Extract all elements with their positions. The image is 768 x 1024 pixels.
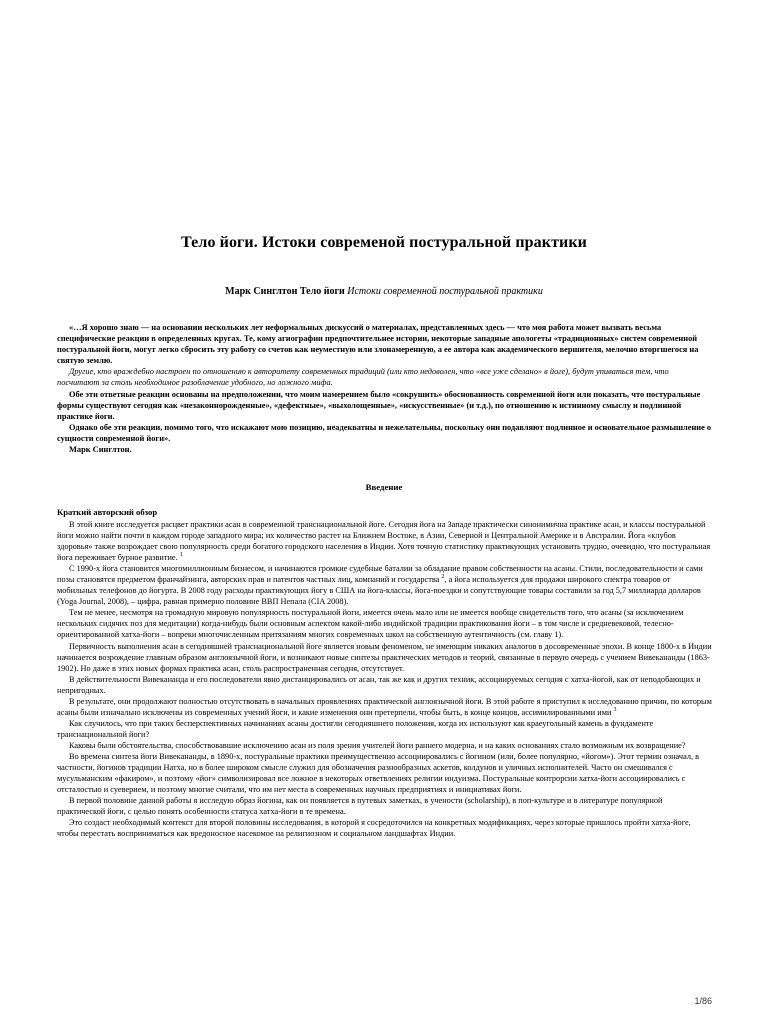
body-paragraph: Это создаст необходимый контекст для второй половины исследования, в которой я сосредоточился на конкретных модификациях, через которые пришлось пройти хатха-йоге, чтобы перестать восприниматься как вредоносное насекомое на религиозном и социальном ландшафтах Индии. <box>57 818 691 839</box>
abstract-paragraph: Обе эти ответные реакции основаны на предположении, что моим намерением было «сокрушить» обоснованность современной йоги или показать, что постуральные формы существуют сегодня как «незаконнорожденные», «дефектные», «выхолощенные», «искусственные» (и т.д.), по отношению к истинному смыслу и подлинной практике йоги. <box>57 389 701 421</box>
abstract-paragraph: «…Я хорошо знаю — на основании нескольких лет неформальных дискуссий о материалах, представленных здесь — что моя работа может вызвать весьма специфические реакции в определенных кругах. Те, кому агиографии предпочтительнее истории, некоторые западные апологеты «традиционных» систем современной постуральной йоги, могут легко сбросить эту работу со счетов как неуместную или злонамеренную, а ее автора как академического вершителя, мелочно вторгшегося на святую землю. <box>57 323 699 366</box>
body-paragraph: В первой половине данной работы я исследую образ йогина, как он появляется в путевых заметках, в учености (scholarship), в поп-культуре и в литературе популярной практической йоги, с целью понять особенности статуса хатха-йоги в те времена. <box>57 796 663 817</box>
abstract-paragraph: Другие, кто враждебно настроен по отношению к авторитету современных традиций (или кто недоволен, что «все уже сделано» в йоге), будут упиваться тем, что посчитают за столь необходимое разоблачение удобного, но ложного мифа. <box>57 367 669 388</box>
body-paragraph: Как случилось, что при таких бесперспективных начинаниях асаны достигли сегодняшнего положения, когда их используют как краеугольный камень в фундаменте транснациональной йоги? <box>57 718 654 739</box>
body-paragraph: Во времена синтеза йоги Вивекананды, в 1890-х, постуральные практики преимущественно ассоциировались с йогином (или, более популярно, «йогом»). Этот термин означал, в частности, йогинов традиции Натха, но в более широком смысле служил для обозначения разнообразных аскетов, колдунов и уличных исполнителей. Часто он смешивался с мусульманским «факиром», и поэтому «йог» символизировал все ложное в некоторых ответвлениях религии индуизма. Постуральные контрорсии хатха-йоги ассоциировались с отсталостью и суеверием, и поэтому многие считали, что им нет места в современных научных предприятиях и инициативах йоги. <box>57 751 700 795</box>
abstract-signature: Марк Синглтон. <box>69 445 132 455</box>
body-paragraph: В этой книге исследуется расцвет практики асан в современной транснациональной йоге. Сегодня йога на Западе практически синонимична практике асан, и классы постуральной йоги можно найти почти в каждом городе западного мира; их количество растет на Ближнем Востоке, в Азии, Северной и Центральной Америке и в Австралии. Йога «клубов здоровья» также возрождает свою популярность среди богатого городского населения в Индии. Хотя точную статистику практикующих установить трудно, очевидно, что постуральная йога переживает бурное развитие. $^1$ <box>57 520 711 563</box>
page-indicator: 1/86 <box>694 996 712 1006</box>
byline-book-title: Тело йоги <box>299 286 345 297</box>
section-heading: Введение <box>365 482 403 492</box>
subsection-heading: Краткий авторский обзор <box>57 507 158 517</box>
byline-book-subtitle: Истоки современной постуральной практики <box>347 286 543 297</box>
body-paragraph: Тем не менее, несмотря на громадную мировую популярность постуральной йоги, имеется очень мало или не имеется вообще свидетельств того, что асаны (за исключением нескольких сидячих поз для медитации) когда-нибудь были основным аспектом какой-либо индийской традиции практикования йоги – в том числе и средневековой, телесно-ориентированной хатха-йоги – вопреки многочисленным притязаниям многих современных школ на собственную аутентичность (см. главу 1). <box>57 608 684 640</box>
body-paragraph: Каковы были обстоятельства, способствовавшие исключению асан из поля зрения учителей йоги раннего модерна, и на каких основаниях стало возможным их возвращение? <box>69 740 686 750</box>
abstract-paragraph: Однако обе эти реакции, помимо того, что искажают мою позицию, неадекватны и нежелательны, поскольку они подавляют подлинное и основательное размышление о сущности современной йоги». <box>57 422 712 443</box>
body-paragraph: Первичность выполнения асан в сегодняшней транснациональной йоге является новым феноменом, не имеющим никаких аналогов в досовременные эпохи. В конце 1800-х в Индии начинается возрождение главным образом англоязычной йоги, и возникают новые синтезы практических методов и теорий, связанные в первую очередь с учением Вивекананды (1863-1902). Но даже в этих новых формах практика асан, столь распространенная сегодня, отсутствует. <box>57 641 712 673</box>
document-title: Тело йоги. Истоки современой постуральной практики <box>181 234 587 251</box>
byline <box>0 286 768 297</box>
body-paragraph: В результате, они продолжают полностью отсутствовать в начальных проявлениях практической англоязычной йоги. В этой работе я приступил к исследованию причин, по которым асаны были изначально исключены из современных учений йоги, и какие изменения они претерпели, чтобы быть, в конце концов, ассимилированными ими $^3$ <box>57 696 712 717</box>
footnote-marker[interactable]: 2 <box>441 574 445 581</box>
body-text <box>57 519 712 839</box>
byline-author: Марк Синглтон <box>225 286 298 297</box>
footnote-marker[interactable]: 3 <box>613 707 617 714</box>
footnote-marker[interactable]: 1 <box>179 552 183 559</box>
abstract-quote <box>57 322 712 455</box>
body-paragraph: С 1990-х йога становится многомиллионным бизнесом, и начинаются громкие судебные баталии за обладание правом собственности на асаны. Стили, последовательности и сами позы становятся предметом франчайзинга, авторских прав и патентов частных лиц, компаний и государства $^2$, а йога используется для продажи широкого спектра товаров от мобильных телефонов до йогурта. В 2008 году расходы практикующих йогу в США на йога-классы, йога-поездки и сопутствующие товары составили за год 5,7 миллиарда долларов (Yoga Journal, 2008), – цифра, равная примерно половине ВВП Непала (CIA 2008). <box>57 564 703 607</box>
body-paragraph: В действительности Вивекананда и его последователи явно дистанцировались от асан, так же как и других техник, ассоциируемых сегодня с хатха-йогой, как от неподобающих и непригодных. <box>57 674 701 695</box>
